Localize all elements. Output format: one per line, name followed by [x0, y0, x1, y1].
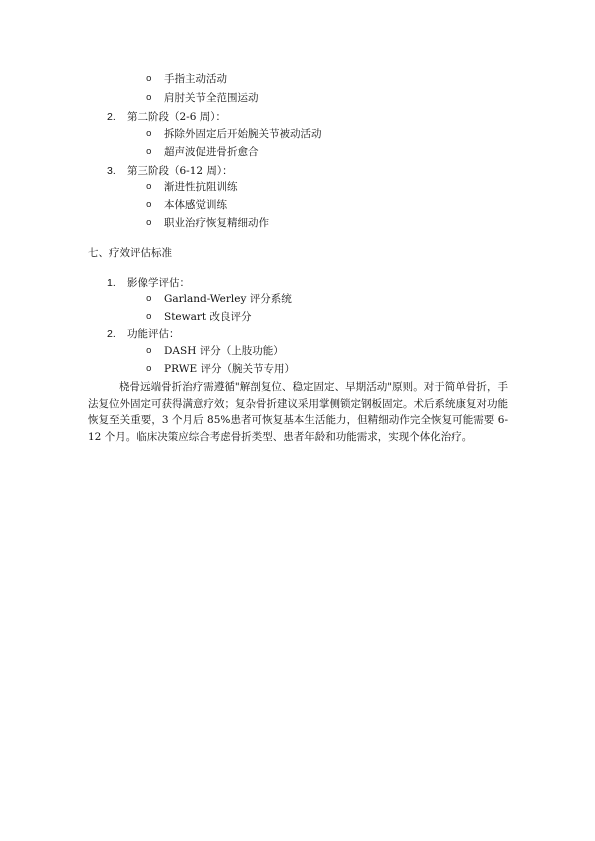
bullet-marker: o — [146, 200, 152, 210]
list-item: PRWE 评分（腕关节专用） — [164, 363, 296, 375]
bullet-marker: o — [146, 129, 152, 139]
list-number: 2. — [107, 111, 116, 123]
summary-paragraph: 桡骨远端骨折治疗需遵循"解剖复位、稳定固定、早期活动"原则。对于简单骨折，手法复位外固定可获得满意疗效；复杂骨折建议采用掌侧锁定钢板固定。术后系统康复对功能恢复至关重要，3 个月后 85%患者可恢复基本生活能力，但精细动作完全恢复可能需要 6-12 个月。临床决策应综合考虑骨折类型、患者年龄和功能需求，实现个体化治疗。 — [88, 381, 508, 443]
list-item: Garland-Werley 评分系统 — [164, 293, 292, 305]
bullet-marker: o — [146, 312, 152, 322]
list-item: 拆除外固定后开始腕关节被动活动 — [164, 128, 322, 140]
list-item: 肩肘关节全范围运动 — [164, 92, 259, 104]
group-title: 影像学评估： — [127, 277, 190, 289]
list-item: 手指主动活动 — [164, 73, 227, 85]
bullet-marker: o — [146, 294, 152, 304]
list-number: 3. — [107, 165, 116, 177]
list-item: 渐进性抗阻训练 — [164, 181, 238, 193]
list-item: 职业治疗恢复精细动作 — [164, 217, 269, 229]
list-item: 本体感觉训练 — [164, 199, 227, 211]
section-heading: 七、疗效评估标准 — [88, 247, 172, 259]
list-number: 2. — [107, 328, 116, 340]
stage-title: 第二阶段（2-6 周）： — [127, 111, 226, 123]
bullet-marker: o — [146, 147, 152, 157]
bullet-marker: o — [146, 346, 152, 356]
list-item: 超声波促进骨折愈合 — [164, 146, 259, 158]
bullet-marker: o — [146, 182, 152, 192]
group-title: 功能评估： — [127, 328, 180, 340]
list-item: DASH 评分（上肢功能） — [164, 345, 284, 357]
bullet-marker: o — [146, 218, 152, 228]
list-item: Stewart 改良评分 — [164, 311, 252, 323]
bullet-marker: o — [146, 74, 152, 84]
bullet-marker: o — [146, 364, 152, 374]
list-number: 1. — [107, 277, 116, 289]
stage-title: 第三阶段（6-12 周）： — [127, 165, 233, 177]
bullet-marker: o — [146, 93, 152, 103]
